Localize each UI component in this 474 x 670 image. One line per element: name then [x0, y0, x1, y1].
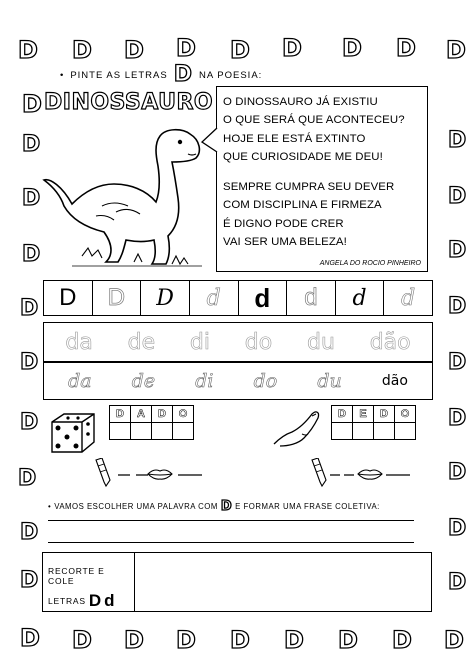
poem-line: É DIGNO PODE CRER: [223, 217, 344, 230]
poem-line: O QUE SERÁ QUE ACONTECEU?: [223, 114, 405, 127]
answer-cell[interactable]: [151, 422, 173, 440]
syllable-cursive: di: [195, 370, 214, 392]
instruction-text: VAMOS ESCOLHER UMA PALAVRA COM: [54, 502, 218, 511]
border-letter: D: [72, 36, 92, 64]
word-letter: O: [172, 405, 194, 423]
collage-box: [42, 552, 432, 612]
letter-cell: [44, 281, 93, 315]
syllable-cursive: du: [317, 370, 342, 392]
letter-cell: [190, 281, 239, 315]
border-letter: D: [124, 626, 144, 654]
answer-cell[interactable]: [109, 422, 131, 440]
dice-icon: [48, 410, 98, 456]
pencil-icon: [92, 458, 114, 488]
poem-line: HOJE ELE ESTÁ EXTINTO: [223, 132, 366, 145]
collage-label: [43, 553, 135, 611]
collage-instruction: LETRAS: [48, 596, 86, 606]
collage-instruction: RECORTE E COLE: [48, 566, 105, 586]
word-letter: D: [151, 405, 173, 423]
letter-cell: [93, 281, 142, 315]
border-letter: D: [448, 570, 467, 595]
syllable-cursive: da: [68, 370, 92, 392]
answer-cell[interactable]: [331, 422, 353, 440]
instruction-text: PINTE AS LETRAS: [70, 69, 168, 81]
answer-cell[interactable]: [172, 422, 194, 440]
border-letter: D: [20, 350, 39, 375]
letter-trace-cursive-lower: d: [401, 285, 416, 311]
write-line[interactable]: [48, 542, 414, 543]
letter-trace-cursive-lower: d: [206, 285, 221, 311]
letter-cell: [287, 281, 336, 315]
border-letter: D: [176, 34, 196, 62]
border-letter: D: [448, 406, 467, 431]
border-letter: D: [444, 626, 464, 654]
instruction-text: E FORMAR UMA FRASE COLETIVA:: [235, 502, 380, 511]
border-letter: D: [20, 568, 39, 593]
answer-cell[interactable]: [373, 422, 395, 440]
word-letter: D: [331, 405, 353, 423]
border-letter: D: [448, 128, 467, 153]
syllable-trace: da: [65, 329, 93, 355]
page-title: DINOSSAURO: [44, 90, 214, 115]
border-letter: D: [124, 36, 144, 64]
border-letter: D: [22, 90, 42, 118]
bullet: •: [48, 502, 52, 511]
border-letter: D: [22, 186, 41, 211]
border-letter: D: [448, 516, 467, 541]
bullet: •: [60, 69, 65, 81]
poem-line: O DINOSSAURO JÁ EXISTIU: [223, 96, 378, 108]
syllable-cursive: do: [253, 370, 278, 392]
border-letter: D: [392, 626, 412, 654]
border-letter: D: [176, 626, 196, 654]
border-letter: D: [20, 296, 39, 321]
instruction-sentence: [48, 500, 380, 513]
instruction-letter: D: [220, 499, 233, 514]
border-letter: D: [230, 36, 250, 64]
syllable-cursive: dão: [381, 373, 408, 389]
word-grid-dado: [110, 405, 194, 440]
border-letter: D: [282, 34, 302, 62]
syllable-trace: du: [306, 329, 335, 355]
write-line-short[interactable]: [176, 470, 206, 480]
border-letter: D: [20, 624, 40, 652]
dinosaur-illustration: [42, 116, 217, 268]
letter-variants-row: [43, 280, 433, 316]
word-letter: E: [352, 405, 374, 423]
border-letter: D: [448, 460, 467, 485]
letter-cell: [384, 281, 432, 315]
letter-cell: [239, 281, 288, 315]
border-letter: D: [18, 466, 37, 491]
letter-print-upper: D: [59, 284, 77, 311]
syllables-cursive-row: [43, 362, 433, 400]
border-letter: D: [446, 36, 466, 64]
syllable-cursive: de: [131, 370, 156, 392]
poem-line: SEMPRE CUMPRA SEU DEVER: [223, 181, 395, 194]
letter-trace-lower: d: [304, 284, 318, 311]
letter-cell: [336, 281, 385, 315]
border-letter: D: [22, 132, 41, 157]
poem-box: [216, 86, 428, 272]
answer-cell[interactable]: [352, 422, 374, 440]
word-letter: D: [109, 405, 131, 423]
syllable-trace: do: [244, 329, 273, 355]
word-grid-dedo: [332, 405, 416, 440]
letter-cursive-lower: d: [352, 285, 367, 311]
lips-icon: [356, 466, 384, 482]
border-letter: D: [22, 242, 41, 267]
border-letter: D: [230, 626, 250, 654]
border-letter: D: [338, 626, 358, 654]
border-letter: D: [448, 294, 467, 319]
collage-letter-lower: d: [104, 591, 115, 610]
letter-trace-upper: D: [107, 284, 126, 311]
write-line-short[interactable]: [384, 470, 414, 480]
syllable-trace: di: [189, 329, 210, 355]
answer-cell[interactable]: [394, 422, 416, 440]
border-letter: D: [284, 626, 304, 654]
syllable-trace: de: [127, 329, 156, 355]
letter-cell: [141, 281, 190, 315]
syllables-print-row: [43, 322, 433, 362]
border-letter: D: [72, 626, 92, 654]
collage-area[interactable]: [135, 553, 431, 611]
instruction-text: NA POESIA:: [198, 69, 263, 81]
border-letter: D: [448, 350, 467, 375]
border-letter: D: [448, 184, 467, 209]
collage-letter-upper: D: [88, 591, 102, 610]
border-letter: D: [396, 34, 416, 62]
border-letter: D: [448, 238, 467, 263]
word-letter: D: [373, 405, 395, 423]
poem-line: VAI SER UMA BELEZA!: [223, 236, 347, 249]
border-letter: D: [18, 36, 38, 64]
border-letter: D: [20, 410, 39, 435]
syllable-trace: dão: [369, 329, 411, 355]
instruction-paint-letters: [60, 64, 262, 86]
finger-icon: [272, 408, 322, 448]
letter-print-lower: d: [254, 282, 271, 313]
answer-cell[interactable]: [130, 422, 152, 440]
border-letter: D: [20, 520, 39, 545]
speech-pointer: [200, 126, 218, 156]
border-letter: D: [342, 34, 362, 62]
lips-icon: [146, 466, 174, 482]
word-letter: A: [130, 405, 152, 423]
pencil-icon: [308, 458, 330, 488]
poem-line: COM DISCIPLINA E FIRMEZA: [223, 199, 382, 212]
poem-line: QUE CURIOSIDADE ME DEU!: [223, 150, 383, 163]
dinosaur-body: [44, 130, 199, 264]
word-letter: O: [394, 405, 416, 423]
instruction-letter: D: [173, 62, 193, 87]
write-line[interactable]: [48, 520, 414, 521]
poem-author: ANGELA DO ROCIO PINHEIRO: [319, 260, 421, 267]
letter-cursive-upper: D: [156, 285, 174, 311]
